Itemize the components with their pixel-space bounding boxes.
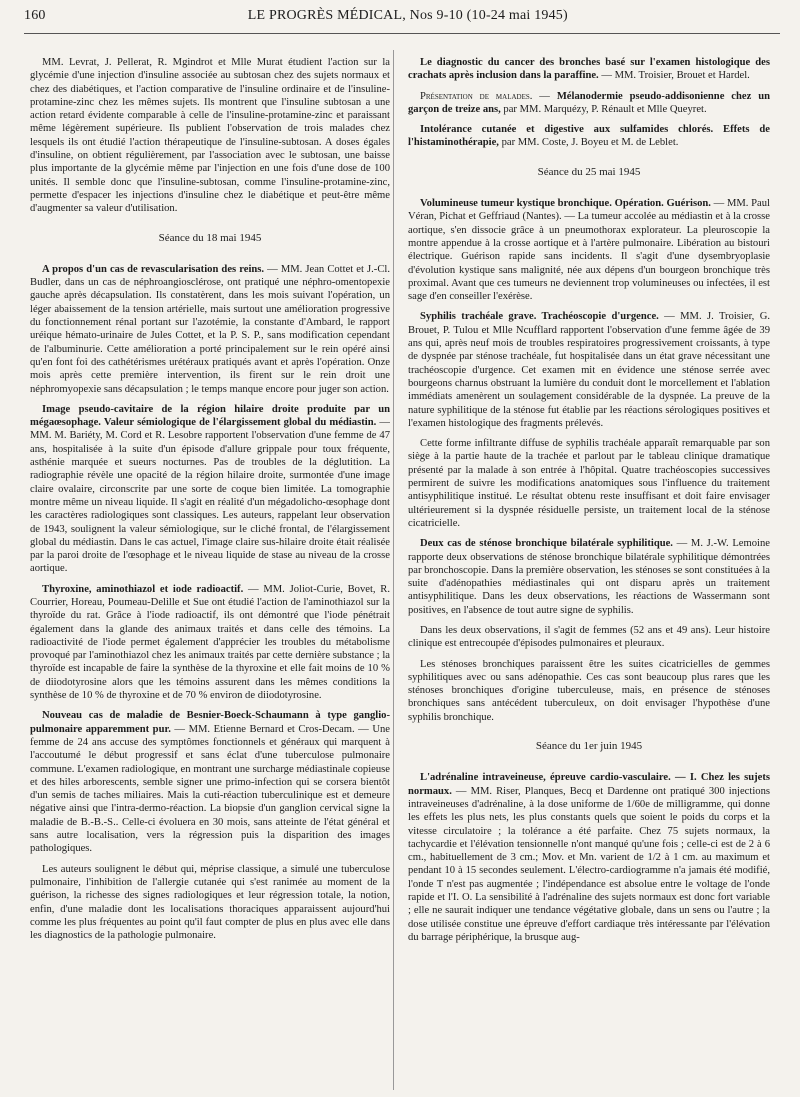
article-title: Image pseudo-cavitaire de la région hilaire droite produite par un mégaœsophage. Valeur sémiologique de l'élargissement global du médiastin.	[30, 403, 390, 429]
article-body: — MM. J. Troisier, G. Brouet, P. Tulou et Mlle Ncufflard rapportent l'observation d'une femme âgée de 39 ans qui, après neuf mois de troubles respiratoires progressivement croissants, à type de dyspnée par sténose trachéale, fut hospitalisée dans un état grave nécessitant une trachéoscopie d'urgence. Cet examen mit en évidence une sténose serrée avec bourgeons charnus obstruant la lumière du conduit dont le morcellement et l'ablation immédiats amenèrent un soulagement considérable de la dyspnée. La preuve de la nature syphilitique de la sténose fut établie par les réactions sérologiques positives et l'examen histologique des fragments prélevés.	[408, 311, 770, 429]
article-revascularisation	[30, 263, 390, 396]
journal-title	[248, 8, 568, 24]
article-title: Volumineuse tumeur kystique bronchique. Opération. Guérison.	[420, 198, 711, 210]
besnier-boeck-conclusion: Les auteurs soulignent le début qui, méprise classique, a simulé une tuberculose pulmonaire, l'inhibition de l'allergie cutanée qui s'est ranimée au moment de la guérison, la richesse des signes radiologiques et leur régression totale, la notion, enfin, d'une maladie dont les localisations thoraciques apparaissent aujourd'hui comme les plus fréquentes au point qu'il faut compter de plus en plus avec elle dans les diagnostics de la pathologie pulmonaire.	[30, 863, 390, 942]
article-body: — MM. Etienne Bernard et Cros-Decam. — Une femme de 24 ans accuse des symptômes fonctionnels et généraux qui marquent à l'accoutumé le début progressif et sans éclat d'une tuberculose pulmonaire commune. L'examen radiologique, en montrant une surcharge médiastinale copieuse et des hiles arborescents, semble signer une primo-infection qui se corsera bientôt d'un semis de taches miliaires. Mais la cuti-réaction tuberculinique est et demeure négative ainsi que l'intra-dermo-réaction. La biopsie d'un ganglion cervical signe la maladie de B.-B.-S.. Celle-ci évoluera en 30 mois, sans atteinte de l'état général et sans autre localisation, vers la régression puis la disparition des images pathologiques.	[30, 723, 390, 855]
article-body: — MM. Joliot-Curie, Bovet, R. Courrier, Horeau, Poumeau-Delille et Sue ont étudié l'action de l'aminothiazol sur la thyroïde du rat. Grâce à l'iode radioactif, ils ont démontré que l'iode pénétrait également dans la glande des animaux traités et dans celle des témoins. La radioactivité de l'iode permet également d'apprécier les troubles du métabolisme provoqué par l'aminothiazol chez les animaux traités par cette dernière substance ; la thyroïde est incapable de faire la synthèse de la thyroxine et elle fait moins de 10 % de diiodotyrosine alors que les témoins assurent dans les mêmes conditions la synthèse de 10 % de thyroxine et de 70 % environ de diiodotyrosine.	[30, 583, 390, 702]
article-title: Mélanodermie pseudo-addisonienne chez un garçon de treize ans,	[408, 90, 770, 115]
header-rule	[24, 33, 780, 34]
running-header	[24, 8, 780, 30]
article-body: — M. J.-W. Lemoine rapporte deux observations de sténose bronchique bilatérale syphilitique démontrées par bronchoscopie. Dans la première observation, les sténoses se sont constituées à la suite d'adénopathies médiastinales qui ont disparu après un traitement antisyphilitique. Dans les deux observations, les réactions de Wassermann sont positives, en l'absence de tout autre signe de syphilis.	[408, 538, 770, 616]
article-title: Thyroxine, aminothiazol et iode radioactif.	[42, 583, 244, 595]
right-column	[408, 56, 770, 1091]
presentation-lead: Présentation de malades. —	[420, 90, 557, 102]
article-title: Nouveau cas de maladie de Besnier-Boeck-Schaumann à type ganglio-pulmonaire apparemment pur.	[30, 710, 390, 735]
article-body: par MM. Marquézy, P. Rénault et Mlle Queyret.	[500, 103, 707, 115]
article-body: — MM. Riser, Planques, Becq et Dardenne ont pratiqué 300 injections intraveineuses d'adrénaline, à la dose uniforme de 1/60e de milligramme, qui donne les effets les plus nets, les plus constants quels que soient le poids du corps et la vitesse circulatoire ; la tolérance a été parfaite. Chez 75 sujets normaux, la tachycardie et l'élévation tensionnelle n'ont manqué qu'une fois ; celle-ci est de 2 à 6 cm., habituellement de 3 cm.; Mov. et Mn. varient de 1/2 à 1 cm. au maximum et pendant 10 à 15 secondes seulement. L'électro-cardiogramme n'a jamais été modifié, l'onde T n'est pas augmentée ; l'indépendance est absolue entre le voltage de l'onde rapide et l'I. O. La sensibilité à l'adrénaline des sujets normaux est donc fort variable ; elle ne saurait indiquer une tendance végétative globale, dans un sens ou l'autre ; la dose utilisée constitue une épreuve d'effort cardiaque très intéressante par l'élévation du barrage périphérique, la brusque aug-	[408, 785, 770, 943]
stenose-bronchique-p2: Dans les deux observations, il s'agit de femmes (52 ans et 49 ans). Leur histoire clinique est entrecoupée d'épisodes pulmonaires et pleuraux.	[408, 624, 770, 650]
syphilis-tracheale-p2: Cette forme infiltrante diffuse de syphilis trachéale apparaît remarquable par son siège à la partie haute de la trachée et parlout par le tableau clinique dramatique présenté par la malade à son entrée à l'hôpital. Quatre trachéoscopies successives permirent de suivre les modifications anatomiques sous l'influence du traitement antisyphilitique institué. Le résultat obtenu reste insuffisant et doit faire envisager ultérieurement si la dyspnée résiduelle persiste, un traitement local de la sténose cicatricielle.	[408, 438, 770, 529]
page-number: 160	[24, 8, 46, 23]
article-syphilis-tracheale	[408, 310, 770, 430]
column-divider	[393, 50, 394, 1090]
article-cancer-bronches	[408, 56, 770, 83]
article-sulfamides	[408, 123, 770, 150]
article-title: Le diagnostic du cancer des bronches basé sur l'examen histologique des crachats après inclusion dans la paraffine.	[408, 57, 770, 82]
article-title: Syphilis trachéale grave. Trachéoscopie d'urgence.	[420, 311, 659, 323]
journal-name: LE PROGRÈS MÉDICAL,	[247, 8, 406, 23]
article-body: — MM. Troisier, Brouet et Hardel.	[598, 70, 750, 82]
article-tumeur-kystique	[408, 197, 770, 303]
session-heading-25-mai: Séance du 25 mai 1945	[537, 165, 641, 178]
article-body: — MM. M. Bariéty, M. Cord et R. Lesobre rapportent l'observation d'une femme de 47 ans, hospitalisée à la suite d'un épisode d'allure grippale pour toux fréquente, asthénie marquée et sueurs nocturnes. Pas de troubles de la déglutition. La radiographie révèle une opacité de la région hilaire droite, surmontée d'une image claire ovalaire, circonscrite par une sorte de coque bien limitée. La tomographie montre même un niveau liquide. Il s'agit en réalité d'un mégadolicho-œsophage dont les caractères radiologiques sont classiques. Les auteurs, rappelant leur observation de 1943, soulignent la valeur sémiologique, sur le cliché frontal, de l'élargissement global du médiastin. Dans le cas actuel, l'image claire sus-hilaire droite était réalisée par la paroi droite de l'œsophage et le niveau liquide de stase au niveau de la crosse aortique.	[30, 417, 390, 575]
article-title: Deux cas de sténose bronchique bilatérale syphilitique.	[420, 538, 673, 550]
stenose-bronchique-p3: Les sténoses bronchiques paraissent être les suites cicatricielles de gemmes syphilitiques avec ou sans adénopathie. Ces cas sont beaucoup plus rares que les sténoses bronchiques d'origine tuberculeuse, mais, en présence de sténoses bronchiques sans antécédent tuberculeux, on doit envisager l'hypothèse d'une syphilis bronchique.	[408, 658, 770, 723]
article-megaoesophage	[30, 403, 390, 576]
article-melanodermie	[408, 90, 770, 117]
article-thyroxine	[30, 583, 390, 703]
article-body: par MM. Coste, J. Boyeu et M. de Leblet.	[498, 137, 679, 149]
article-body: — MM. Paul Véran, Pichat et Geffriaud (Nantes). — La tumeur accolée au médiastin et à la crosse aortique, s'en dissocie grâce à un pneumothorax explorateur. La pleuroscopie la montre appendue à la crosse aortique et à l'artère pulmonaire. Libération au bistouri électrique. Guérison rapide sans incidents. Il s'agit d'une dysembryoplasie d'évolution kystique sans malignité, née aux dépens d'un bourgeon bronchique très proximal. Avant que ces tumeurs ne deviennent trop volumineuses ou infectées, il est sage d'en conseiller l'exérèse.	[408, 198, 770, 303]
article-title: L'adrénaline intraveineuse, épreuve cardio-vasculaire. — I. Chez les sujets normaux.	[408, 772, 770, 797]
left-column	[30, 56, 390, 1091]
insulin-paragraph: MM. Levrat, J. Pellerat, R. Mgindrot et Mlle Murat étudient l'action sur la glycémie d'une injection d'insuline associée au subtosan chez des sujets normaux et chez des diabétiques, et l'action comparative de l'insuline ordinaire et de l'insuline-protamine-zinc chez les mêmes sujets. Ils montrent que l'insuline subtosan a une action retard évidente comparable à celle de l'insuline-protamine-zinc et paraissant même légèrement supérieure. Ils publient l'observation de trois malades chez lesquels ils ont étudié l'action thérapeutique de l'insuline-subtosan. A doses égales d'insuline, on obtient régulièrement, par l'association avec le subtosan, une baisse plus importante de la glycémie même par l'injection en une fois d'une dose de 100 unités. Il semble donc que l'insuline-subtosan, comme l'insuline-protamine-zinc, permette d'espacer les injections d'insuline chez le diabétique et peut-être même d'augmenter sa valeur d'utilisation.	[30, 57, 390, 215]
issue-info: Nos 9-10 (10-24 mai 1945)	[409, 8, 568, 23]
article-besnier-boeck	[30, 709, 390, 855]
article-body: — MM. Jean Cottet et J.-Cl. Budler, dans un cas de néphroangiosclérose, ont pratiqué une néphro-omentopexie gauche après décapsulation. Ils constatèrent, dans les mois suivant l'opération, un léger abaissement de la tension artérielle, mais surtout une amélioration progressive du fonctionnement rénal portant sur l'azotémie, la constante d'Ambard, le rapport uréique hémato-urinaire de Jules Cottet, et la P. S. P., sans modification cependant de l'albuminurie. Cette amélioration a porté principalement sur le rein opéré ainsi qu'en font foi des cathétérismes urétéraux pratiqués avant et après l'opération. Onze mois après cette première intervention, ils firent sur le rein droit une néphromyopexie sans décapsulation ; le temps manque encore pour juger son action.	[30, 263, 390, 395]
session-heading-1-juin: Séance du 1er juin 1945	[535, 740, 643, 753]
article-title: A propos d'un cas de revascularisation des reins.	[42, 263, 265, 275]
article-stenose-bronchique	[408, 537, 770, 617]
article-title: Intolérance cutanée et digestive aux sulfamides chlorés. Effets de l'histaminothérapie,	[408, 124, 770, 149]
article-adrenaline	[408, 771, 770, 944]
session-heading-18-mai: Séance du 18 mai 1945	[158, 231, 262, 244]
